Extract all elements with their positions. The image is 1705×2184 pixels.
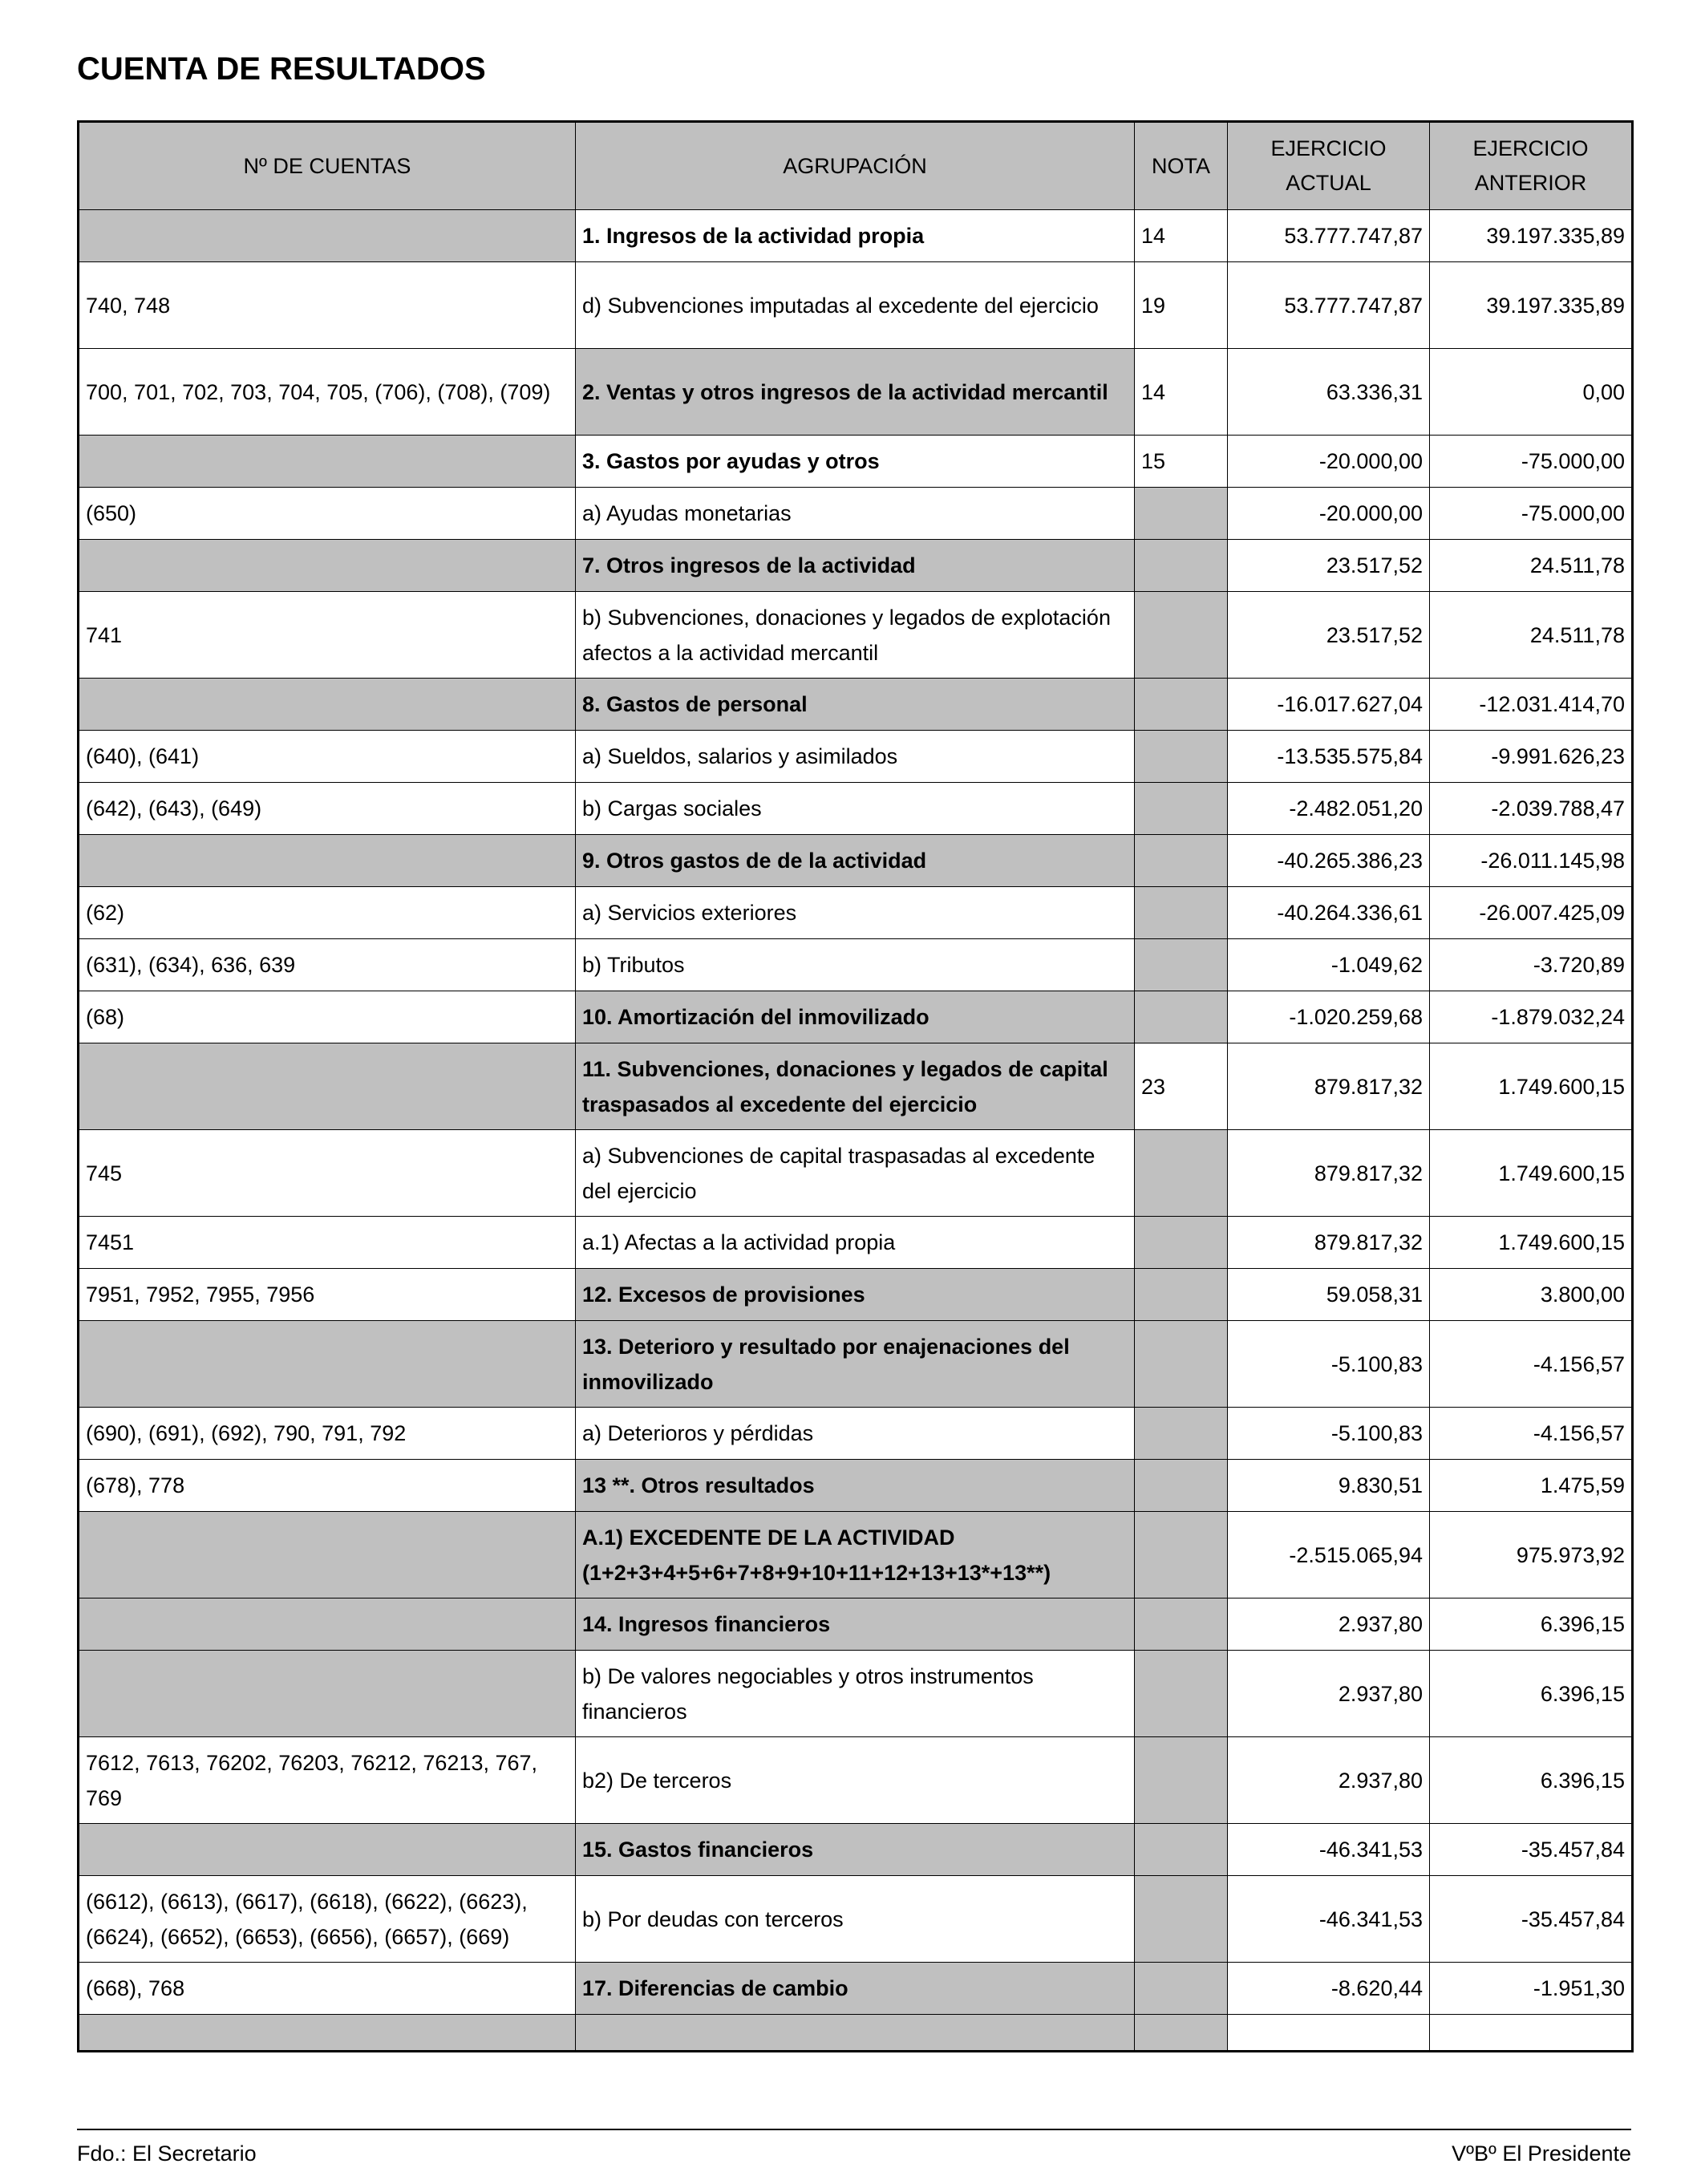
- cell-ejercicio-anterior: 24.511,78: [1430, 592, 1633, 679]
- table-header-row: [79, 122, 1633, 210]
- cell-ejercicio-actual: -40.265.386,23: [1228, 835, 1430, 887]
- cell-nota: 14: [1135, 210, 1228, 262]
- cell-ejercicio-anterior: -1.879.032,24: [1430, 991, 1633, 1043]
- header-nota: NOTA: [1135, 122, 1228, 210]
- cell-cuentas: [79, 1321, 576, 1408]
- cell-ejercicio-actual: 63.336,31: [1228, 349, 1430, 436]
- table-row: [79, 939, 1633, 991]
- cell-nota: [1135, 1824, 1228, 1876]
- cell-cuentas: [79, 1598, 576, 1651]
- cell-cuentas: (640), (641): [79, 731, 576, 783]
- cell-cuentas: 700, 701, 702, 703, 704, 705, (706), (708), (709): [79, 349, 576, 436]
- table-row: [79, 540, 1633, 592]
- cell-cuentas: [79, 1043, 576, 1130]
- cell-ejercicio-actual: 53.777.747,87: [1228, 210, 1430, 262]
- cell-agrupacion: a) Sueldos, salarios y asimilados: [576, 731, 1135, 783]
- cell-ejercicio-anterior: -12.031.414,70: [1430, 679, 1633, 731]
- cell-cuentas: 7451: [79, 1217, 576, 1269]
- cell-ejercicio-actual: -20.000,00: [1228, 436, 1430, 488]
- cell-nota: [1135, 679, 1228, 731]
- cell-nota: [1135, 2015, 1228, 2052]
- cell-agrupacion: a) Subvenciones de capital traspasadas al excedente del ejercicio: [576, 1130, 1135, 1217]
- cell-ejercicio-anterior: -35.457,84: [1430, 1876, 1633, 1963]
- cell-cuentas: (668), 768: [79, 1963, 576, 2015]
- cell-ejercicio-anterior: [1430, 2015, 1633, 2052]
- cell-agrupacion: b2) De terceros: [576, 1737, 1135, 1824]
- cell-agrupacion: b) De valores negociables y otros instrumentos financieros: [576, 1651, 1135, 1737]
- cell-cuentas: (68): [79, 991, 576, 1043]
- cell-ejercicio-anterior: 1.749.600,15: [1430, 1130, 1633, 1217]
- header-agrupacion: AGRUPACIÓN: [576, 122, 1135, 210]
- cell-cuentas: 745: [79, 1130, 576, 1217]
- cell-ejercicio-actual: 2.937,80: [1228, 1737, 1430, 1824]
- cell-agrupacion: [576, 2015, 1135, 2052]
- cell-agrupacion: b) Tributos: [576, 939, 1135, 991]
- cell-cuentas: [79, 436, 576, 488]
- cell-cuentas: [79, 210, 576, 262]
- cell-ejercicio-actual: 23.517,52: [1228, 540, 1430, 592]
- table-row: [79, 1269, 1633, 1321]
- cell-nota: [1135, 731, 1228, 783]
- cell-ejercicio-anterior: 3.800,00: [1430, 1269, 1633, 1321]
- cell-nota: [1135, 1512, 1228, 1598]
- cell-agrupacion: b) Cargas sociales: [576, 783, 1135, 835]
- cell-ejercicio-anterior: 975.973,92: [1430, 1512, 1633, 1598]
- results-table-container: [77, 120, 1631, 2052]
- cell-ejercicio-anterior: -9.991.626,23: [1430, 731, 1633, 783]
- page-title: CUENTA DE RESULTADOS: [77, 51, 486, 87]
- cell-nota: [1135, 1963, 1228, 2015]
- table-row: [79, 210, 1633, 262]
- cell-cuentas: [79, 540, 576, 592]
- cell-agrupacion: 2. Ventas y otros ingresos de la actividad mercantil: [576, 349, 1135, 436]
- cell-nota: [1135, 1737, 1228, 1824]
- cell-ejercicio-actual: 2.937,80: [1228, 1651, 1430, 1737]
- cell-agrupacion: a) Deterioros y pérdidas: [576, 1408, 1135, 1460]
- cell-nota: [1135, 1651, 1228, 1737]
- cell-nota: [1135, 1598, 1228, 1651]
- cell-nota: [1135, 1269, 1228, 1321]
- cell-nota: [1135, 1460, 1228, 1512]
- cell-ejercicio-anterior: -26.011.145,98: [1430, 835, 1633, 887]
- cell-nota: [1135, 887, 1228, 939]
- table-row: [79, 731, 1633, 783]
- cell-ejercicio-anterior: 0,00: [1430, 349, 1633, 436]
- table-row: [79, 1460, 1633, 1512]
- cell-ejercicio-anterior: 6.396,15: [1430, 1598, 1633, 1651]
- cell-ejercicio-anterior: 1.749.600,15: [1430, 1043, 1633, 1130]
- cell-ejercicio-actual: -5.100,83: [1228, 1321, 1430, 1408]
- cell-nota: [1135, 783, 1228, 835]
- table-row: [79, 1824, 1633, 1876]
- cell-cuentas: [79, 1512, 576, 1598]
- cell-ejercicio-anterior: 1.749.600,15: [1430, 1217, 1633, 1269]
- table-row: [79, 991, 1633, 1043]
- table-row: [79, 488, 1633, 540]
- cell-ejercicio-actual: -8.620,44: [1228, 1963, 1430, 2015]
- cell-nota: [1135, 540, 1228, 592]
- table-row: [79, 1651, 1633, 1737]
- cell-ejercicio-actual: -20.000,00: [1228, 488, 1430, 540]
- cell-ejercicio-actual: 879.817,32: [1228, 1130, 1430, 1217]
- cell-cuentas: (678), 778: [79, 1460, 576, 1512]
- table-row: [79, 2015, 1633, 2052]
- cell-agrupacion: a) Ayudas monetarias: [576, 488, 1135, 540]
- table-row: [79, 1130, 1633, 1217]
- cell-agrupacion: 3. Gastos por ayudas y otros: [576, 436, 1135, 488]
- cell-agrupacion: 10. Amortización del inmovilizado: [576, 991, 1135, 1043]
- cell-ejercicio-anterior: 24.511,78: [1430, 540, 1633, 592]
- cell-agrupacion: 12. Excesos de provisiones: [576, 1269, 1135, 1321]
- cell-nota: [1135, 835, 1228, 887]
- table-row: [79, 1321, 1633, 1408]
- cell-ejercicio-actual: 9.830,51: [1228, 1460, 1430, 1512]
- cell-ejercicio-anterior: -26.007.425,09: [1430, 887, 1633, 939]
- cell-cuentas: 740, 748: [79, 262, 576, 349]
- cell-ejercicio-actual: -40.264.336,61: [1228, 887, 1430, 939]
- cell-ejercicio-actual: -16.017.627,04: [1228, 679, 1430, 731]
- cell-ejercicio-actual: 879.817,32: [1228, 1217, 1430, 1269]
- cell-cuentas: [79, 835, 576, 887]
- cell-ejercicio-actual: 2.937,80: [1228, 1598, 1430, 1651]
- cell-ejercicio-anterior: -4.156,57: [1430, 1408, 1633, 1460]
- table-row: [79, 1737, 1633, 1824]
- cell-ejercicio-anterior: 39.197.335,89: [1430, 262, 1633, 349]
- results-table: [77, 120, 1634, 2052]
- signature-secretary: Fdo.: El Secretario: [77, 2141, 257, 2166]
- cell-agrupacion: a.1) Afectas a la actividad propia: [576, 1217, 1135, 1269]
- cell-nota: 23: [1135, 1043, 1228, 1130]
- cell-cuentas: 741: [79, 592, 576, 679]
- cell-ejercicio-anterior: -3.720,89: [1430, 939, 1633, 991]
- table-row: [79, 783, 1633, 835]
- cell-agrupacion: 8. Gastos de personal: [576, 679, 1135, 731]
- cell-ejercicio-anterior: -75.000,00: [1430, 488, 1633, 540]
- cell-ejercicio-actual: -13.535.575,84: [1228, 731, 1430, 783]
- cell-cuentas: [79, 1824, 576, 1876]
- cell-agrupacion: A.1) EXCEDENTE DE LA ACTIVIDAD (1+2+3+4+5+6+7+8+9+10+11+12+13+13*+13**): [576, 1512, 1135, 1598]
- cell-cuentas: (690), (691), (692), 790, 791, 792: [79, 1408, 576, 1460]
- cell-ejercicio-anterior: -75.000,00: [1430, 436, 1633, 488]
- cell-nota: [1135, 939, 1228, 991]
- cell-cuentas: (62): [79, 887, 576, 939]
- cell-agrupacion: 13. Deterioro y resultado por enajenaciones del inmovilizado: [576, 1321, 1135, 1408]
- table-row: [79, 1512, 1633, 1598]
- table-row: [79, 349, 1633, 436]
- table-row: [79, 835, 1633, 887]
- cell-nota: [1135, 488, 1228, 540]
- cell-ejercicio-anterior: 39.197.335,89: [1430, 210, 1633, 262]
- cell-nota: [1135, 991, 1228, 1043]
- table-row: [79, 262, 1633, 349]
- cell-nota: [1135, 1408, 1228, 1460]
- table-row: [79, 1876, 1633, 1963]
- cell-cuentas: [79, 2015, 576, 2052]
- cell-agrupacion: 11. Subvenciones, donaciones y legados de capital traspasados al excedente del ejercicio: [576, 1043, 1135, 1130]
- cell-cuentas: (650): [79, 488, 576, 540]
- cell-nota: 14: [1135, 349, 1228, 436]
- footer-divider: [77, 2129, 1631, 2130]
- cell-ejercicio-anterior: -4.156,57: [1430, 1321, 1633, 1408]
- cell-cuentas: (631), (634), 636, 639: [79, 939, 576, 991]
- table-row: [79, 592, 1633, 679]
- cell-cuentas: [79, 679, 576, 731]
- table-row: [79, 1598, 1633, 1651]
- table-row: [79, 887, 1633, 939]
- cell-cuentas: 7951, 7952, 7955, 7956: [79, 1269, 576, 1321]
- cell-agrupacion: 17. Diferencias de cambio: [576, 1963, 1135, 2015]
- table-row: [79, 1217, 1633, 1269]
- table-row: [79, 679, 1633, 731]
- table-row: [79, 1043, 1633, 1130]
- table-row: [79, 436, 1633, 488]
- cell-agrupacion: 9. Otros gastos de de la actividad: [576, 835, 1135, 887]
- table-body: [79, 210, 1633, 2052]
- cell-cuentas: (6612), (6613), (6617), (6618), (6622), (6623), (6624), (6652), (6653), (6656), (6657), (669): [79, 1876, 576, 1963]
- table-row: [79, 1963, 1633, 2015]
- cell-agrupacion: b) Por deudas con terceros: [576, 1876, 1135, 1963]
- cell-cuentas: (642), (643), (649): [79, 783, 576, 835]
- cell-ejercicio-anterior: -35.457,84: [1430, 1824, 1633, 1876]
- cell-ejercicio-anterior: -2.039.788,47: [1430, 783, 1633, 835]
- cell-nota: [1135, 592, 1228, 679]
- cell-cuentas: [79, 1651, 576, 1737]
- cell-ejercicio-actual: [1228, 2015, 1430, 2052]
- header-cuentas: Nº DE CUENTAS: [79, 122, 576, 210]
- cell-ejercicio-actual: -2.515.065,94: [1228, 1512, 1430, 1598]
- cell-ejercicio-actual: 879.817,32: [1228, 1043, 1430, 1130]
- cell-ejercicio-actual: -5.100,83: [1228, 1408, 1430, 1460]
- header-ejercicio-anterior: EJERCICIO ANTERIOR: [1430, 122, 1633, 210]
- cell-agrupacion: 7. Otros ingresos de la actividad: [576, 540, 1135, 592]
- cell-cuentas: 7612, 7613, 76202, 76203, 76212, 76213, 767, 769: [79, 1737, 576, 1824]
- cell-ejercicio-actual: 53.777.747,87: [1228, 262, 1430, 349]
- cell-ejercicio-anterior: -1.951,30: [1430, 1963, 1633, 2015]
- cell-ejercicio-actual: -1.049,62: [1228, 939, 1430, 991]
- cell-agrupacion: 14. Ingresos financieros: [576, 1598, 1135, 1651]
- cell-agrupacion: 15. Gastos financieros: [576, 1824, 1135, 1876]
- cell-ejercicio-actual: 59.058,31: [1228, 1269, 1430, 1321]
- cell-nota: [1135, 1217, 1228, 1269]
- cell-nota: 15: [1135, 436, 1228, 488]
- cell-ejercicio-actual: -1.020.259,68: [1228, 991, 1430, 1043]
- cell-ejercicio-anterior: 6.396,15: [1430, 1651, 1633, 1737]
- table-row: [79, 1408, 1633, 1460]
- cell-agrupacion: 13 **. Otros resultados: [576, 1460, 1135, 1512]
- cell-ejercicio-actual: -2.482.051,20: [1228, 783, 1430, 835]
- cell-nota: [1135, 1321, 1228, 1408]
- cell-agrupacion: a) Servicios exteriores: [576, 887, 1135, 939]
- cell-agrupacion: d) Subvenciones imputadas al excedente del ejercicio: [576, 262, 1135, 349]
- cell-agrupacion: b) Subvenciones, donaciones y legados de explotación afectos a la actividad mercantil: [576, 592, 1135, 679]
- cell-nota: [1135, 1876, 1228, 1963]
- cell-ejercicio-actual: 23.517,52: [1228, 592, 1430, 679]
- signature-president: VºBº El Presidente: [1452, 2141, 1631, 2166]
- cell-nota: [1135, 1130, 1228, 1217]
- cell-ejercicio-anterior: 1.475,59: [1430, 1460, 1633, 1512]
- header-ejercicio-actual: EJERCICIO ACTUAL: [1228, 122, 1430, 210]
- cell-ejercicio-anterior: 6.396,15: [1430, 1737, 1633, 1824]
- cell-nota: 19: [1135, 262, 1228, 349]
- cell-agrupacion: 1. Ingresos de la actividad propia: [576, 210, 1135, 262]
- cell-ejercicio-actual: -46.341,53: [1228, 1824, 1430, 1876]
- cell-ejercicio-actual: -46.341,53: [1228, 1876, 1430, 1963]
